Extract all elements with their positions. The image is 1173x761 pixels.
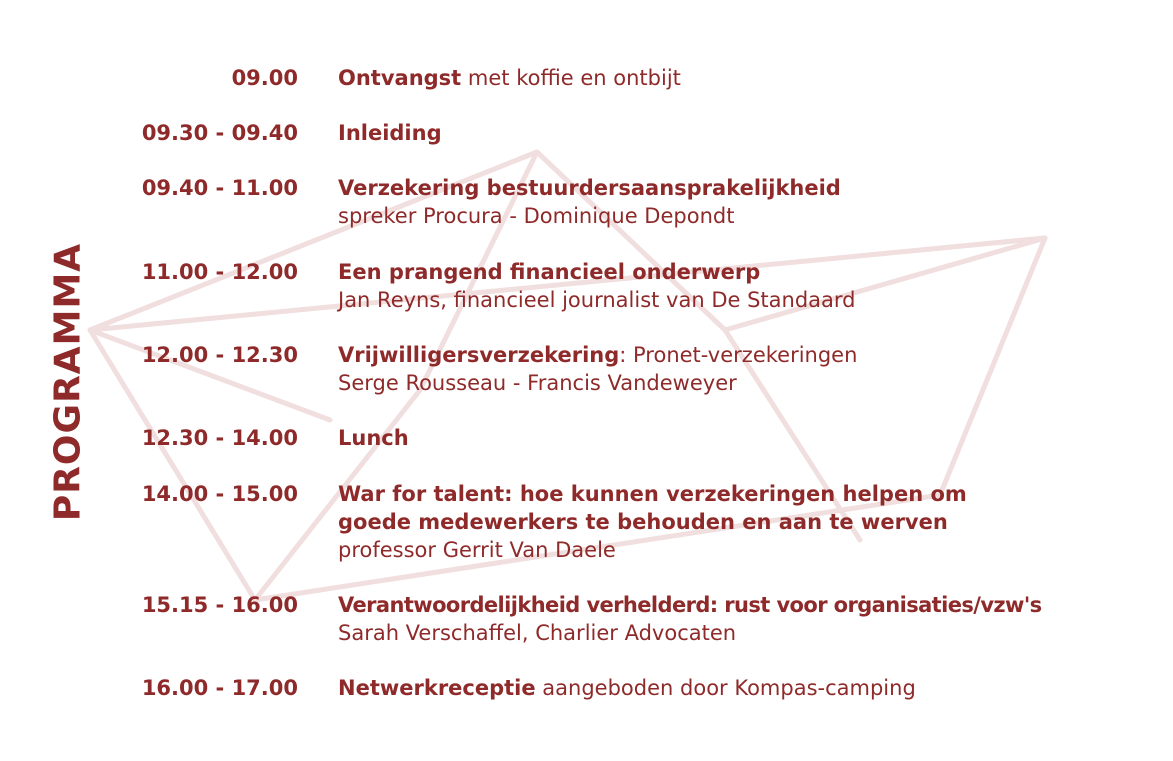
session-speaker: Jan Reyns, financieel journalist van De Standaard	[338, 288, 856, 312]
time-slot: 14.00 - 15.00	[141, 482, 298, 506]
session-title-line-2: goede medewerkers te behouden en aan te werven	[338, 510, 948, 534]
program-content	[338, 341, 1168, 397]
session-title: Een prangend financieel onderwerp	[338, 260, 761, 284]
program-content	[338, 591, 1168, 647]
session-title: Inleiding	[338, 121, 442, 145]
time-slot: 16.00 - 17.00	[141, 676, 298, 700]
time-slot: 09.40 - 11.00	[141, 176, 298, 200]
programma-heading: PROGRAMMA	[47, 242, 89, 522]
session-title-suffix: aangeboden door Kompas-camping	[535, 676, 916, 700]
session-title: War for talent: hoe kunnen verzekeringen helpen om	[338, 482, 967, 506]
time-slot: 12.30 - 14.00	[141, 426, 298, 450]
session-speaker: professor Gerrit Van Daele	[338, 538, 616, 562]
time-slot: 12.00 - 12.30	[141, 343, 298, 367]
session-title: Verzekering bestuurdersaansprakelijkheid	[338, 176, 841, 200]
time-slot: 15.15 - 16.00	[141, 593, 298, 617]
program-content	[338, 674, 1168, 702]
session-speaker: Sarah Verschaffel, Charlier Advocaten	[338, 621, 737, 645]
time-slot: 11.00 - 12.00	[141, 260, 298, 284]
program-content	[338, 64, 1168, 92]
program-content	[338, 174, 1168, 230]
session-speaker: Serge Rousseau - Francis Vandeweyer	[338, 371, 737, 395]
program-content	[338, 480, 1168, 564]
session-title: Netwerkreceptie	[338, 676, 536, 700]
session-title: Lunch	[338, 426, 409, 450]
program-content	[338, 258, 1168, 314]
session-title-suffix: : Pronet-verzekeringen	[619, 343, 858, 367]
session-title-suffix: met koffie en ontbijt	[461, 66, 681, 90]
program-content	[338, 424, 1168, 452]
time-slot: 09.00	[231, 66, 298, 90]
time-slot: 09.30 - 09.40	[141, 121, 298, 145]
session-speaker: spreker Procura - Dominique Depondt	[338, 204, 735, 228]
session-title: Ontvangst	[338, 66, 462, 90]
program-content	[338, 119, 1168, 147]
session-title: Vrijwilligersverzekering	[338, 343, 620, 367]
session-title: Verantwoordelijkheid verhelderd: rust voor organisaties/vzw's	[338, 593, 1042, 617]
